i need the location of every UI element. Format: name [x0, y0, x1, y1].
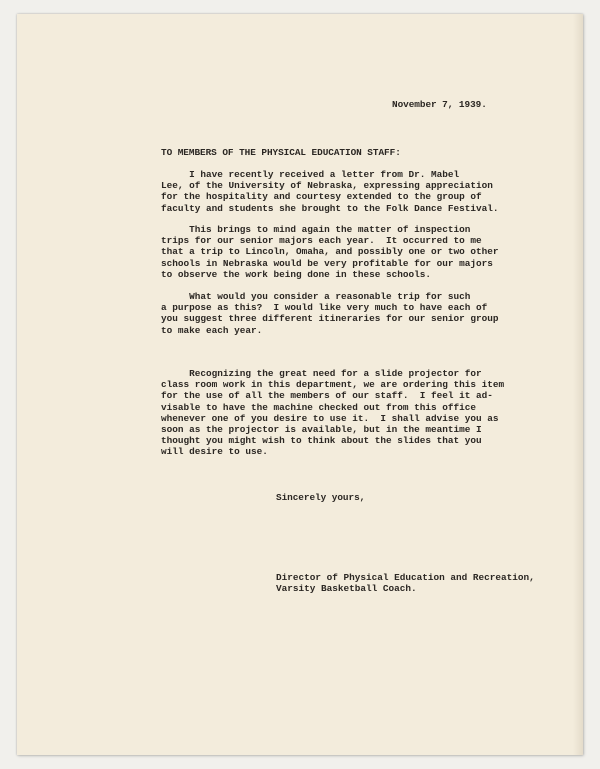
- paragraph-line: for the hospitality and courtesy extended to the group of: [161, 191, 482, 203]
- paragraph-line: faculty and students she brought to the Folk Dance Festival.: [161, 202, 499, 214]
- paragraph-line: to make each year.: [161, 324, 263, 336]
- paragraph-2: [161, 224, 499, 280]
- paragraph-4: [161, 368, 504, 458]
- paragraph-line: class room work in this department, we are ordering this item: [161, 379, 505, 391]
- paragraph-line: you suggest three different itineraries for our senior group: [161, 313, 499, 325]
- signature-block: [276, 572, 535, 594]
- page-edge-shadow: [573, 14, 583, 755]
- paragraph-line: for the use of all the members of our staff. I feel it ad-: [161, 390, 493, 402]
- letter-closing: Sincerely yours,: [276, 492, 366, 503]
- paragraph-line: Lee, of the University of Nebraska, expressing appreciation: [161, 180, 493, 192]
- paragraph-line: I have recently received a letter from Dr. Mabel: [161, 169, 460, 180]
- paragraph-line: that a trip to Lincoln, Omaha, and possibly one or two other: [161, 246, 499, 258]
- paragraph-line: will desire to use.: [161, 446, 268, 458]
- paragraph-line: Recognizing the great need for a slide projector for: [161, 368, 482, 379]
- signature-line: Director of Physical Education and Recreation,: [276, 572, 535, 583]
- paragraph-line: soon as the projector is available, but in the meantime I: [161, 424, 482, 436]
- paragraph-3: [161, 291, 499, 336]
- paragraph-line: schools in Nebraska would be very profitable for our majors: [161, 257, 493, 269]
- paragraph-line: to observe the work being done in these schools.: [161, 268, 432, 280]
- paragraph-line: visable to have the machine checked out from this office: [161, 401, 477, 413]
- paragraph-line: This brings to mind again the matter of inspection: [161, 224, 471, 235]
- paragraph-1: [161, 169, 499, 214]
- paragraph-line: a purpose as this? I would like very much to have each of: [161, 302, 488, 314]
- letter-date: November 7, 1939.: [392, 99, 487, 110]
- paragraph-line: thought you might wish to think about the slides that you: [161, 435, 482, 447]
- paragraph-line: What would you consider a reasonable trip for such: [161, 291, 471, 302]
- letter-salutation: TO MEMBERS OF THE PHYSICAL EDUCATION STAFF:: [161, 147, 401, 158]
- paragraph-line: whenever one of you desire to use it. I shall advise you as: [161, 412, 499, 424]
- paragraph-line: trips for our senior majors each year. It occurred to me: [161, 235, 482, 247]
- signature-line: Varsity Basketball Coach.: [276, 583, 417, 595]
